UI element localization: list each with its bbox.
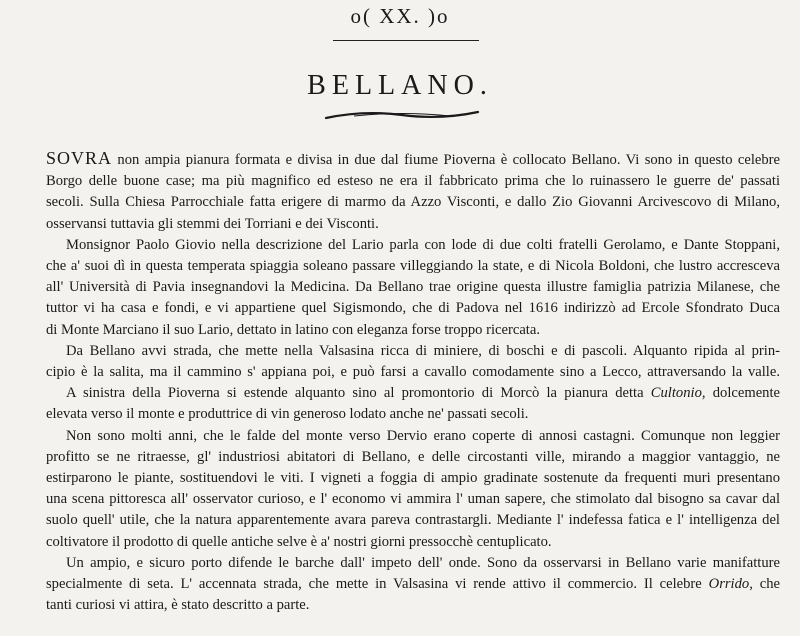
- text-line: Da Bellano avvi strada, che mette nella Valsasina ricca di miniere, di boschi e di pascoli. Alquanto ripida al prin-: [66, 342, 780, 359]
- text-line: coltivatore il prodotto di quelle antiche selve è a' nostri giorni pressocchè centuplicato.: [46, 533, 552, 550]
- text-line: [46, 574, 780, 595]
- page-number: o( XX. )o: [350, 4, 450, 28]
- text-line: suolo quell' utile, che la natura apparentemente avara pareva contrastargli. Mediante l' indefessa fatica e l' intelligenza del: [46, 512, 780, 529]
- title-ornament: [324, 106, 480, 124]
- text-line: tanti curiosi vi attira, è stato descritto a parte.: [46, 597, 310, 614]
- text-line: di Monte Marciano il suo Lario, dettato in latino con eleganza forse troppo ricercata.: [46, 321, 540, 338]
- line-text: A sinistra della Pioverna si estende alquanto sino al promontorio di Morcò la pianura detta: [66, 385, 651, 402]
- text-line: Borgo delle buone case; ma più magnifico ed esteso ne era il fabbricato prima che lo ruinassero le guerre de' passati: [46, 173, 780, 190]
- place-name: Cultonio: [650, 385, 702, 402]
- paragraph: [46, 148, 780, 235]
- paragraph: [46, 553, 780, 617]
- text-line: secoli. Sulla Chiesa Parrocchiale fatta erigere di marmo da Azzo Visconti, e dallo Zio Giovanni Arcivescovo di Milano,: [46, 194, 780, 211]
- text-line: [46, 383, 780, 404]
- text-line: elevata verso il monte e produttrice di vin generoso lodato anche ne' passati secoli.: [46, 406, 529, 423]
- text-line: Monsignor Paolo Giovio nella descrizione del Lario parla con lode di due colti fratelli Gerolamo, e Dante Stoppani,: [66, 236, 780, 253]
- text-line: una scena pittoresca all' osservator curioso, e l' economo vi ammira l' uman sapere, che stimolato dal bisogno sa cavar dal: [46, 491, 780, 508]
- drop-initial: SOVRA: [46, 148, 113, 168]
- line-text: non ampia pianura formata e divisa in due dal fiume Pioverna è collocato Bellano. Vi sono in questo celebre: [112, 152, 780, 168]
- text-line: profitto se ne ritraesse, gl' industriosi abitatori di Bellano, e delle circostanti ville, mirando a maggior vantaggio, ne: [46, 448, 780, 465]
- paragraph: [46, 341, 780, 383]
- text-line: Non sono molti anni, che le falde del monte verso Dervio erano coperte di annosi castagni. Comunque non leggier: [66, 427, 780, 444]
- text-line: cipio è la salita, ma il cammino s' appiana poi, e può farsi a cavallo comodamente sino a Lecco, attraversando la valle.: [46, 364, 780, 381]
- text-line: che a' suoi dì in questa temperata spiaggia soleano passare villeggiando la state, e di Nicola Boldoni, che lustro accresceva: [46, 258, 780, 275]
- text-line: estirparono le piante, sostituendovi le viti. I vigneti a foggia di ampio gradinate sostenute da frequenti muri presentano: [46, 470, 780, 487]
- text-line: all' Università di Pavia insegnandovi la Medicina. Da Bellano trae origine questa illustre famiglia patrizia Milanese, che: [46, 279, 780, 296]
- text-line: [46, 148, 780, 171]
- header-rule: [333, 40, 479, 41]
- page-title: BELLANO.: [307, 70, 493, 101]
- body-text: [46, 148, 780, 616]
- paragraph: [46, 383, 780, 425]
- text-line: osservansi tuttavia gli stemmi dei Torriani e dei Visconti.: [46, 215, 379, 232]
- paragraph: [46, 426, 780, 553]
- line-text: , dolcemente: [701, 385, 780, 402]
- text-line: Un ampio, e sicuro porto difende le barche dall' impeto dell' onde. Sono da osservarsi in Bellano varie manifatture: [66, 554, 780, 571]
- line-text: , che: [749, 576, 780, 593]
- line-text: specialmente di seta. L' accennata strada, che mette in Valsasina vi rende attivo il commercio. Il celebre: [46, 576, 709, 593]
- paragraph: [46, 235, 780, 341]
- place-name: Orrido: [708, 576, 750, 593]
- text-line: tuttor vi ha casa e fondi, e vi appartiene quel Sigismondo, che di Padova nel 1616 indirizzò ad Ercole Sfondrato Duca: [46, 300, 780, 317]
